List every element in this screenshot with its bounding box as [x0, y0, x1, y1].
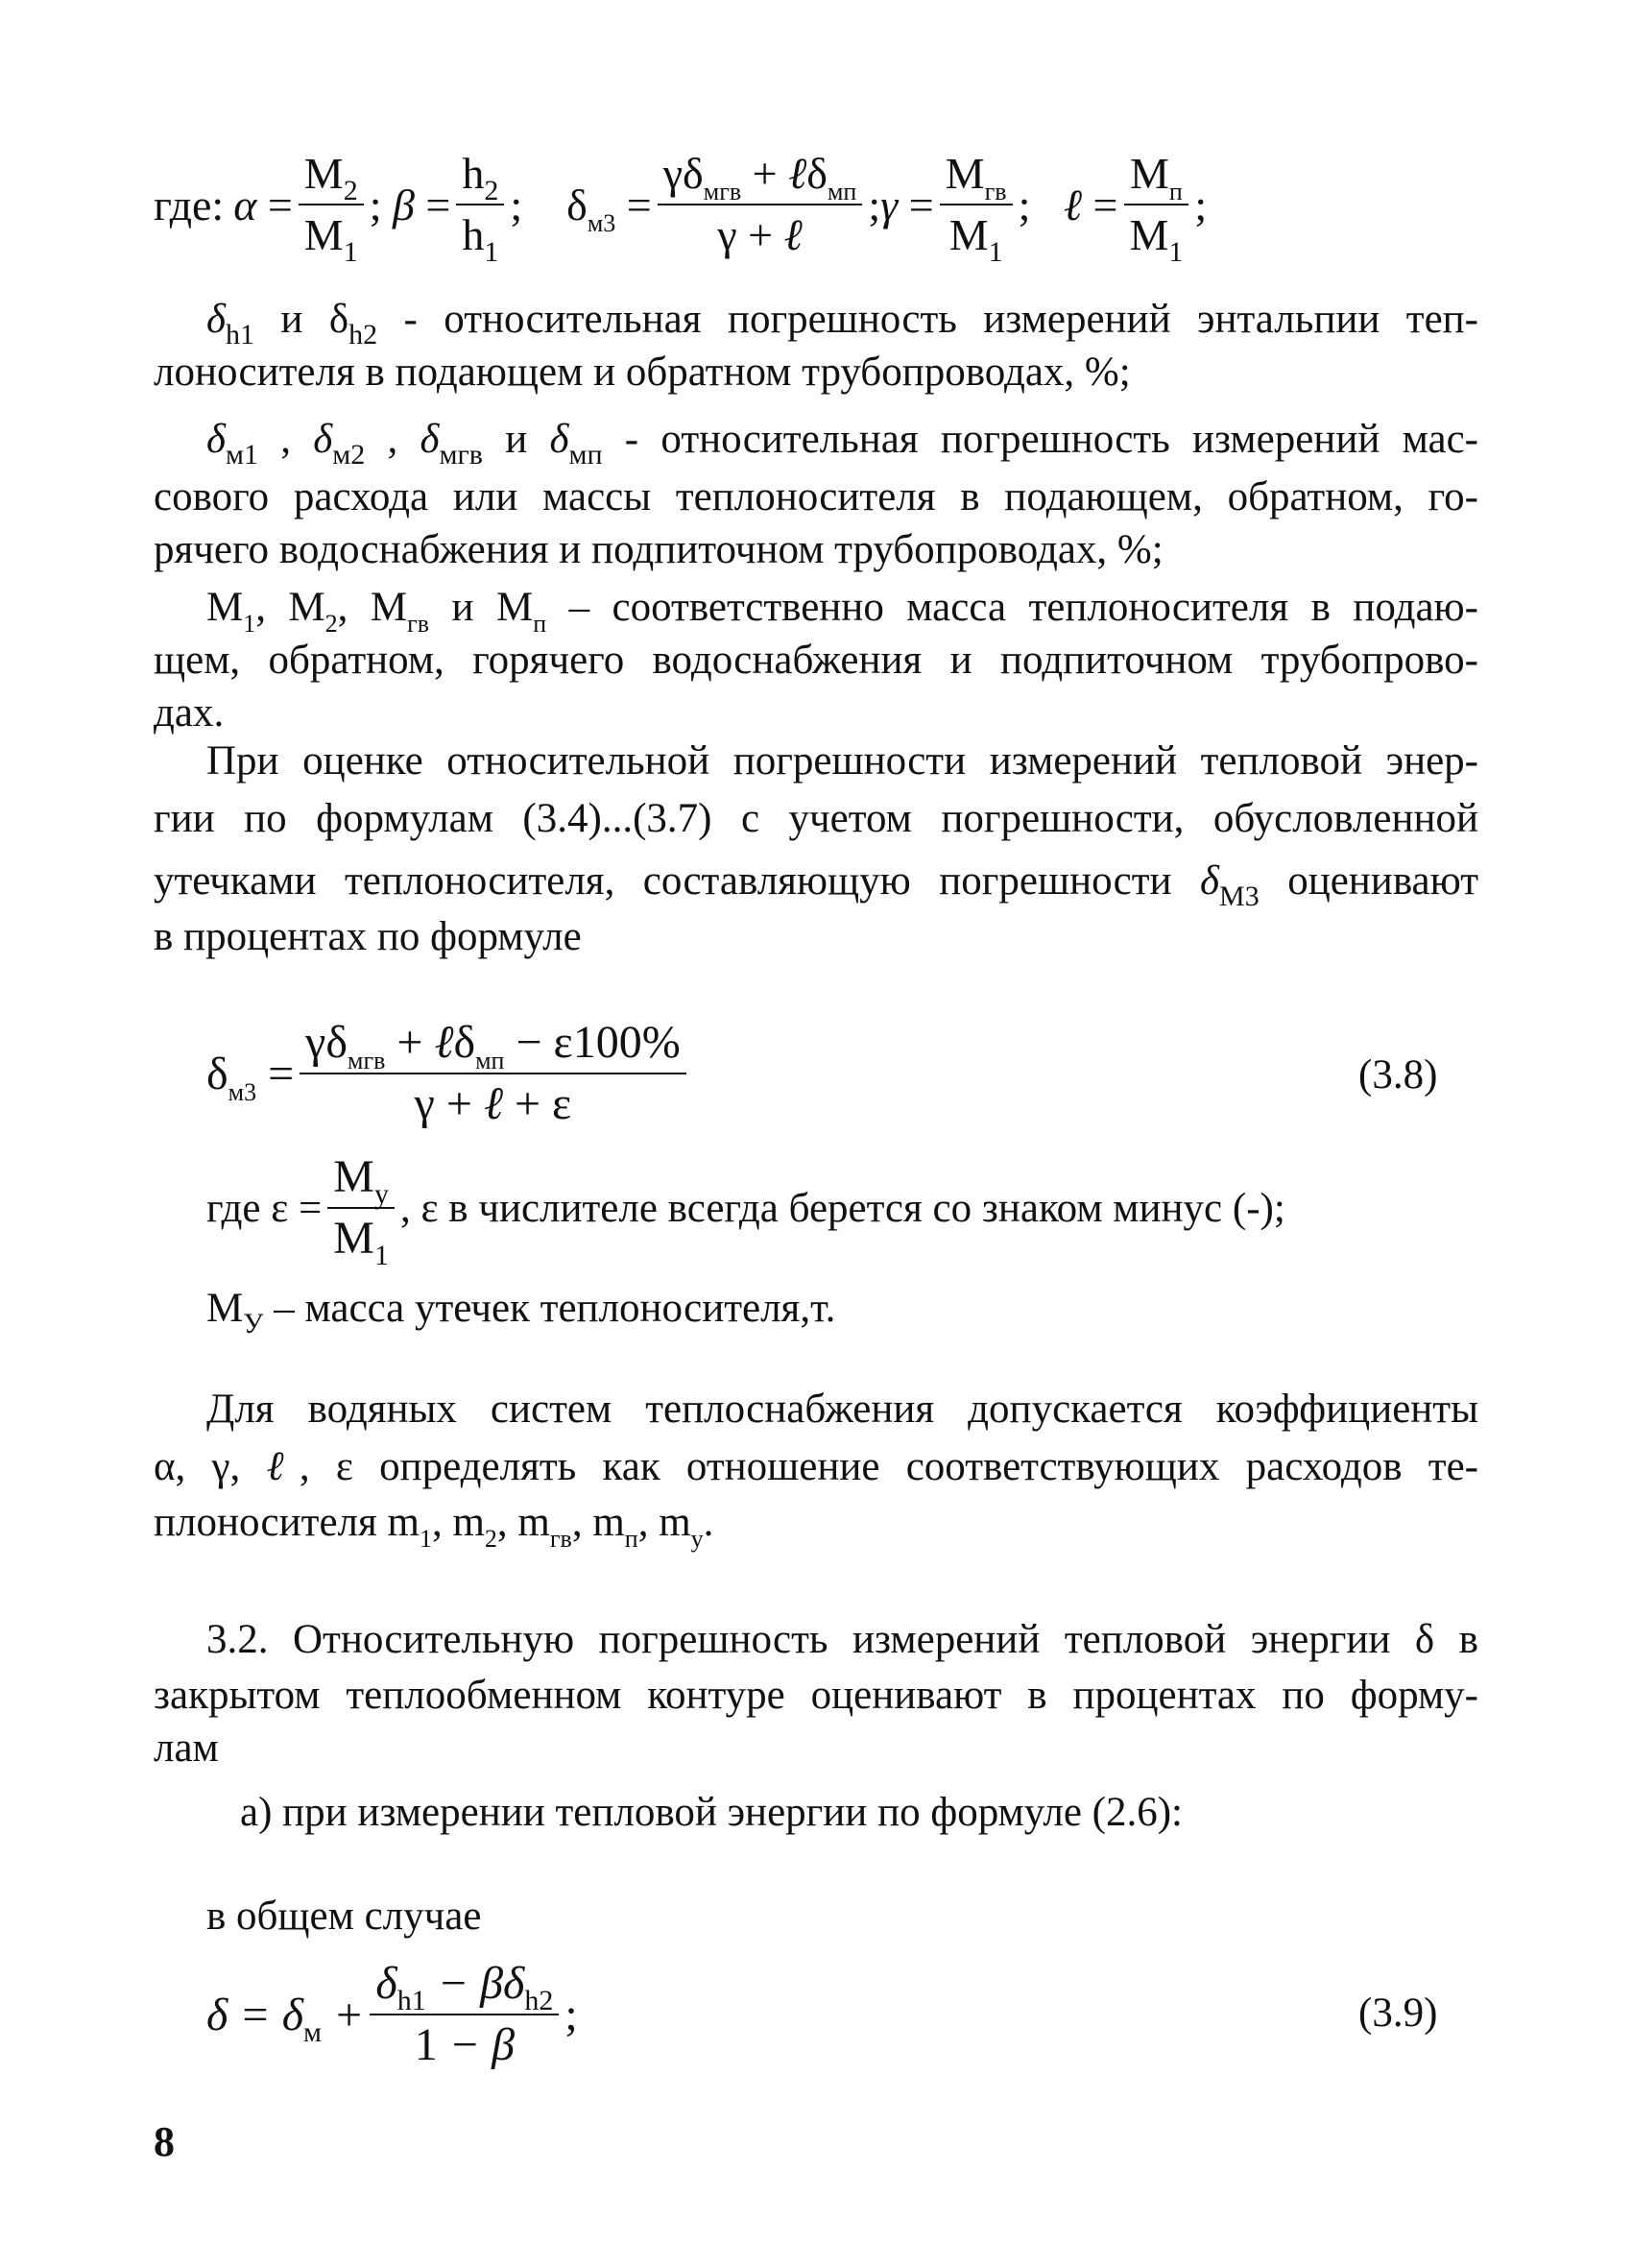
text-line: лоносителя в подающем и обратном трубопроводах, %;: [154, 350, 1131, 395]
text-line: рячего водоснабжения и подпиточном трубопроводах, %;: [154, 527, 1164, 572]
text-line: гии по формулам (3.4)...(3.7) с учетом погрешности, обусловленной: [154, 796, 1478, 841]
text-line: Для водяных систем теплоснабжения допускается коэффициенты: [206, 1387, 1478, 1432]
text-line: $\delta_{h1}$ и $\delta_{h2}$ - относительная погрешность измерений энтальпии теп-: [206, 297, 1478, 350]
text-line: лам: [154, 1725, 219, 1771]
text-line: плоносителя $m_1$, $m_2$, $m_{гв}$, $m_п$, $m_у$.: [154, 1500, 714, 1553]
text-line: закрытом теплообменном контуре оценивают в процентах по форму-: [154, 1673, 1478, 1718]
definitions-formula: где: α = $\frac{M_2}{M_1}$ ; β = $\frac{h_2}{h_1}$ ; $\delta_{м3}$ = $\frac{\gamma\delta_{мгв} + \ell\delta_{мп}}{\text{γ + ℓ}}$ ; γ = $\frac{M_{гв}}{M_1}$ ; ℓ = $\frac{M_п}{M_1}$ ;: [154, 144, 1207, 265]
formula-prefix: где ε =: [206, 1185, 323, 1231]
text-line: , ε в числителе всегда берется со знаком минус (-);: [399, 1185, 1285, 1231]
text-line: $\delta_{м1}$ , $\delta_{м2}$ , $\delta_{мгв}$ и $\delta_{мп}$ - относительная погрешность измерений мас-: [206, 417, 1479, 470]
text-line: сового расхода или массы теплоносителя в подающем, обратном, го-: [154, 474, 1478, 519]
equation-number: (3.9): [1358, 1991, 1438, 2036]
epsilon-definition: где ε = $\frac{M_y}{M_1}$ , ε в числителе всегда берется со знаком минус (-);: [206, 1147, 1285, 1268]
text-line: α, γ, ℓ, ε определять как отношение соответствующих расходов те-: [154, 1444, 1478, 1489]
formula-prefix: где:: [154, 180, 225, 229]
text-line: 3.2. Относительную погрешность измерений тепловой энергии δ в: [206, 1617, 1478, 1662]
text-line: в процентах по формуле: [154, 914, 582, 959]
text-line: При оценке относительной погрешности измерений тепловой энер-: [206, 738, 1478, 784]
text-line: щем, обратном, горячего водоснабжения и подпиточном трубопрово-: [154, 638, 1478, 683]
text-line: дах.: [154, 690, 225, 736]
text-line: утечками теплоносителя, составляющую погрешности $\delta_{М3}$ оценивают: [154, 858, 1478, 912]
text-line: $M_У$ – масса утечек теплоносителя,т.: [206, 1286, 836, 1339]
equation-3-9: $\delta = \delta_м$ + $\frac{\delta_{h1} - \beta\delta_{h2}}{1 - \beta}$ ;: [206, 1954, 578, 2075]
text-line: а) при измерении тепловой энергии по формуле (2.6):: [240, 1790, 1183, 1835]
text-line: в общем случае: [206, 1894, 482, 1939]
equation-3-8: $\delta_{м3}$ = $\frac{\gamma\delta_{мгв} + \ell\delta_{мп} - \varepsilon 100\%}{\text{γ + ℓ + ε}}$: [206, 1013, 692, 1134]
equation-number: (3.8): [1358, 1052, 1438, 1098]
text-line: $M_1$, $M_2$, $M_{гв}$ и $M_п$ – соответственно масса теплоносителя в подаю-: [206, 585, 1479, 638]
page-number: 8: [154, 2118, 175, 2165]
